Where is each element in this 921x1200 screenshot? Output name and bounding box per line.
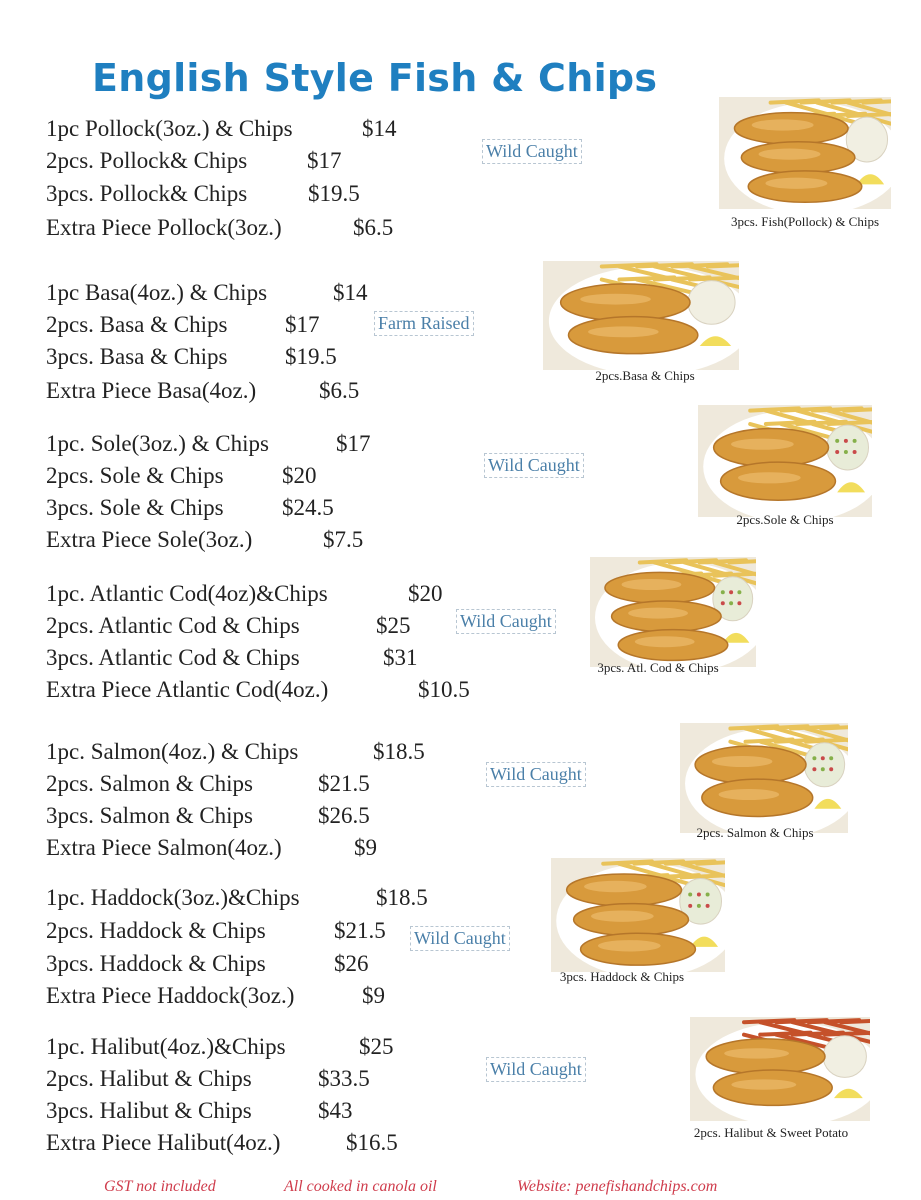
menu-item-name: Extra Piece Basa(4oz.) (46, 378, 257, 403)
dish-photo (551, 858, 725, 972)
menu-item-price: $14 (333, 280, 368, 305)
photo-caption: 2pcs.Basa & Chips (595, 368, 695, 383)
menu-item-name: 2pcs. Atlantic Cod & Chips (46, 613, 300, 638)
menu-item-name: Extra Piece Haddock(3oz.) (46, 983, 295, 1008)
dish-photo (719, 97, 891, 209)
menu-item-name: 3pcs. Sole & Chips (46, 495, 224, 520)
menu-item-price: $24.5 (282, 495, 334, 520)
menu-item-name: Extra Piece Sole(3oz.) (46, 527, 253, 552)
menu-item-price: $19.5 (308, 181, 360, 206)
menu-item (46, 495, 334, 521)
menu-item-name: Extra Piece Atlantic Cod(4oz.) (46, 677, 329, 702)
food-photo-illustration (590, 557, 756, 667)
food-photo-illustration (680, 723, 848, 833)
footer-website: Website: penefishandchips.com (517, 1178, 718, 1195)
menu-item-price: $25 (376, 613, 411, 638)
dish-photo (680, 723, 848, 833)
menu-item-price: $16.5 (346, 1130, 398, 1155)
menu-item (46, 983, 385, 1009)
dish-photo (590, 557, 756, 667)
menu-item-price: $20 (282, 463, 317, 488)
menu-item (46, 677, 470, 703)
menu-item-price: $18.5 (373, 739, 425, 764)
sourcing-badge: Wild Caught (482, 139, 582, 164)
menu-item (46, 1098, 353, 1124)
menu-item-price: $21.5 (318, 771, 370, 796)
menu-item (46, 918, 386, 944)
sourcing-badge: Wild Caught (484, 453, 584, 478)
menu-item-price: $14 (362, 116, 397, 141)
menu-item-name: 2pcs. Sole & Chips (46, 463, 224, 488)
menu-item-price: $18.5 (376, 885, 428, 910)
menu-item-price: $25 (359, 1034, 394, 1059)
menu-item (46, 527, 364, 553)
menu-item (46, 885, 428, 911)
menu-item-name: 2pcs. Salmon & Chips (46, 771, 254, 796)
menu-item-name: 1pc. Atlantic Cod(4oz)&Chips (46, 581, 328, 606)
menu-item (46, 771, 370, 797)
menu-item-price: $20 (408, 581, 443, 606)
menu-item-price: $9 (362, 983, 385, 1008)
menu-item (46, 280, 368, 306)
menu-item (46, 312, 320, 338)
menu-item (46, 181, 360, 207)
dish-photo (690, 1017, 870, 1121)
menu-item-price: $10.5 (418, 677, 470, 702)
food-photo-illustration (698, 405, 872, 517)
menu-item (46, 739, 425, 765)
menu-item-price: $9 (354, 835, 377, 860)
sourcing-badge: Wild Caught (456, 609, 556, 634)
menu-item (46, 344, 337, 370)
menu-item-price: $7.5 (323, 527, 364, 552)
food-photo-illustration (690, 1017, 870, 1121)
menu-item (46, 613, 411, 639)
menu-item (46, 378, 360, 404)
menu-item-name: 1pc Pollock(3oz.) & Chips (46, 116, 293, 141)
menu-item-name: 2pcs. Halibut & Chips (46, 1066, 252, 1091)
food-photo-illustration (551, 858, 725, 972)
menu-item (46, 463, 317, 489)
menu-item-price: $17 (336, 431, 371, 456)
menu-item-price: $19.5 (285, 344, 337, 369)
menu-item (46, 803, 370, 829)
menu-item (46, 581, 443, 607)
menu-item-price: $6.5 (353, 215, 394, 240)
menu-item-price: $43 (318, 1098, 353, 1123)
menu-item-name: 2pcs. Haddock & Chips (46, 918, 266, 943)
menu-item-name: 1pc. Haddock(3oz.)&Chips (46, 885, 300, 910)
menu-item-name: 3pcs. Atlantic Cod & Chips (46, 645, 300, 670)
food-photo-illustration (719, 97, 891, 209)
menu-item (46, 116, 397, 142)
menu-item-price: $26.5 (318, 803, 370, 828)
menu-item-name: 1pc. Sole(3oz.) & Chips (46, 431, 269, 456)
footer-gst-note: GST not included (104, 1178, 216, 1195)
menu-item-name: Extra Piece Halibut(4oz.) (46, 1130, 281, 1155)
menu-item-name: 2pcs. Pollock& Chips (46, 148, 248, 173)
menu-item-name: Extra Piece Pollock(3oz.) (46, 215, 282, 240)
sourcing-badge: Farm Raised (374, 311, 474, 336)
menu-item-name: 1pc. Salmon(4oz.) & Chips (46, 739, 299, 764)
footer-oil-note: All cooked in canola oil (284, 1178, 437, 1195)
menu-item (46, 951, 369, 977)
menu-item-price: $31 (383, 645, 418, 670)
sourcing-badge: Wild Caught (486, 762, 586, 787)
photo-caption: 2pcs. Halibut & Sweet Potato (693, 1125, 849, 1140)
menu-item (46, 148, 342, 174)
menu-item (46, 645, 418, 671)
menu-item-price: $21.5 (334, 918, 386, 943)
menu-item-name: Extra Piece Salmon(4oz.) (46, 835, 282, 860)
sourcing-badge: Wild Caught (410, 926, 510, 951)
photo-caption: 3pcs. Atl. Cod & Chips (597, 660, 719, 675)
photo-caption: 3pcs. Fish(Pollock) & Chips (730, 214, 880, 229)
dish-photo (698, 405, 872, 517)
menu-item-price: $33.5 (318, 1066, 370, 1091)
photo-caption: 2pcs. Salmon & Chips (696, 825, 814, 840)
menu-item (46, 1034, 394, 1060)
menu-title: English Style Fish & Chips (92, 56, 658, 100)
menu-item-name: 3pcs. Basa & Chips (46, 344, 228, 369)
menu-item (46, 1066, 370, 1092)
menu-item-name: 3pcs. Haddock & Chips (46, 951, 266, 976)
menu-item-name: 3pcs. Pollock& Chips (46, 181, 248, 206)
menu-item (46, 431, 371, 457)
menu-item-name: 2pcs. Basa & Chips (46, 312, 228, 337)
menu-item-name: 1pc Basa(4oz.) & Chips (46, 280, 268, 305)
menu-item-name: 3pcs. Salmon & Chips (46, 803, 254, 828)
menu-item (46, 1130, 398, 1156)
dish-photo (543, 261, 739, 370)
menu-item (46, 835, 377, 861)
menu-item-price: $26 (334, 951, 369, 976)
menu-item-name: 1pc. Halibut(4oz.)&Chips (46, 1034, 286, 1059)
food-photo-illustration (543, 261, 739, 370)
menu-item-price: $17 (285, 312, 320, 337)
menu-item-name: 3pcs. Halibut & Chips (46, 1098, 252, 1123)
photo-caption: 2pcs.Sole & Chips (736, 512, 834, 527)
menu-item-price: $17 (307, 148, 342, 173)
menu-item (46, 215, 394, 241)
menu-item-price: $6.5 (319, 378, 360, 403)
photo-caption: 3pcs. Haddock & Chips (559, 969, 685, 984)
sourcing-badge: Wild Caught (486, 1057, 586, 1082)
